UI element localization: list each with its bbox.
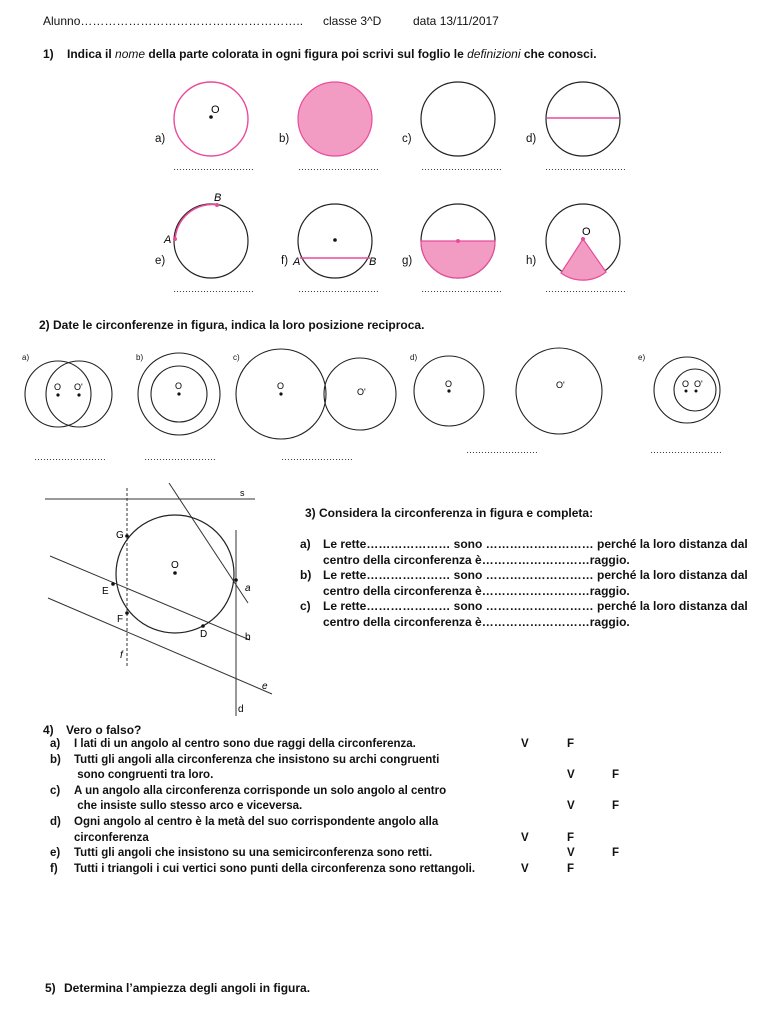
ex4-item-d-false[interactable]: F	[567, 832, 575, 844]
ex1-blank-c[interactable]: ………………………	[421, 162, 502, 172]
ex2-letter-a: a)	[22, 353, 30, 362]
ex4-item-a-true[interactable]: V	[521, 738, 529, 750]
ex3-item-a-line1[interactable]: Le rette………………… sono ……………………… perché la loro distanza dal	[323, 537, 748, 551]
label-o: O	[582, 226, 591, 238]
ex2-letter-b: b)	[136, 353, 144, 362]
ex1-blank-g[interactable]: ………………………	[421, 284, 502, 294]
ex4-item-c-true[interactable]: V	[567, 800, 575, 812]
label-a: A	[164, 234, 172, 246]
ex4-item-e-true[interactable]: V	[567, 847, 575, 859]
line-e	[48, 598, 272, 694]
label-a: A	[293, 256, 301, 268]
label-line-e: e	[262, 681, 268, 692]
ex1-text-definizioni: definizioni	[467, 47, 521, 61]
ex4-item-f-true[interactable]: V	[521, 863, 529, 875]
class-label: classe 3^D	[323, 14, 382, 28]
ex3-item-b-line2[interactable]: centro della circonferenza è………………………raggio.	[323, 584, 630, 598]
label-o-prime: O'	[357, 387, 366, 397]
ex4-item-b-letter: b)	[50, 754, 61, 766]
ex1-letter-a: a)	[155, 133, 166, 145]
label-o: O	[211, 104, 220, 116]
ex4-item-a-letter: a)	[50, 738, 61, 750]
ex1-figure-h	[546, 204, 620, 280]
ex4-item-a-false[interactable]: F	[567, 738, 575, 750]
ex4-item-f-text: Tutti i triangoli i cui vertici sono punti della circonferenza sono rettangoli.	[74, 863, 476, 875]
label-o: O	[54, 382, 62, 392]
ex1-letter-g: g)	[402, 255, 413, 267]
ex4-item-d-true[interactable]: V	[521, 832, 529, 844]
ex2-blank-e[interactable]: ……………………	[650, 445, 722, 455]
ex3-points	[102, 488, 268, 715]
label-g: G	[116, 530, 124, 541]
ex2-instruction: 2) Date le circonferenze in figura, indica la loro posizione reciproca.	[39, 318, 425, 332]
ex1-letter-h: h)	[526, 255, 537, 267]
ex1-letter-c: c)	[402, 133, 412, 145]
ex1-figure-g	[421, 204, 495, 278]
ex4-item-d-text-1: Ogni angolo al centro è la metà del suo corrispondente angolo alla	[74, 816, 439, 828]
label-o-prime: O'	[74, 382, 83, 392]
ex4-item-b-text-1: Tutti gli angoli alla circonferenza che insistono su archi congruenti	[74, 754, 440, 766]
ex1-text-5: che conosci.	[520, 47, 597, 61]
ex2-letter-d: d)	[410, 353, 418, 362]
ex2-letter-c: c)	[233, 353, 240, 362]
ex4-item-b-text-2: sono congruenti tra loro.	[74, 769, 214, 781]
ex1-figure-b	[298, 82, 372, 156]
ex5-number: 5)	[45, 981, 56, 995]
ex4-item-c-text-2: che insiste sullo stesso arco e viceversa.	[74, 800, 303, 812]
student-name-field: Alunno………………………………………………..	[43, 14, 304, 28]
ex1-figure-a	[174, 82, 248, 156]
ex4-item-b-true[interactable]: V	[567, 769, 575, 781]
label-e: E	[102, 586, 109, 597]
ex1-blank-e[interactable]: ………………………	[173, 284, 254, 294]
ex3-item-b-letter: b)	[300, 568, 312, 582]
label-b: B	[214, 192, 222, 204]
ex4-item-c-text-1: A un angolo alla circonferenza corrisponde un solo angolo al centro	[74, 785, 447, 797]
ex1-text-3: della parte colorata in ogni figura poi scrivi sul foglio le	[145, 47, 468, 61]
ex4-item-a-text: I lati di un angolo al centro sono due raggi della circonferenza.	[74, 738, 416, 750]
label-o-prime: O'	[694, 379, 703, 389]
ex4-item-e-false[interactable]: F	[612, 847, 620, 859]
ex1-figure-d	[546, 82, 620, 156]
label-f: F	[117, 614, 124, 625]
label-o: O	[682, 379, 690, 389]
ex1-text-nome: nome	[115, 47, 146, 61]
ex3-item-a-line2[interactable]: centro della circonferenza è………………………raggio.	[323, 553, 630, 567]
ex1-blank-a[interactable]: ………………………	[173, 162, 254, 172]
ex1-blank-h[interactable]: ………………………	[545, 284, 626, 294]
ex1-blank-d[interactable]: ………………………	[545, 162, 626, 172]
label-line-a: a	[245, 583, 251, 594]
ex1-figure-c	[421, 82, 495, 156]
ex3-figure	[45, 483, 272, 716]
ex2-figure-d	[414, 348, 602, 434]
ex4-item-c-false[interactable]: F	[612, 800, 620, 812]
ex2-figure-c	[236, 349, 396, 439]
ex4-item-f-false[interactable]: F	[567, 863, 575, 875]
label-o: O	[171, 560, 179, 571]
ex1-figure-f	[292, 204, 376, 278]
label-o: O	[175, 381, 183, 391]
ex4-item-d-text-2: circonferenza	[74, 832, 149, 844]
label-o: O	[277, 381, 285, 391]
ex4-item-d-letter: d)	[50, 816, 61, 828]
ex2-figure-e	[654, 357, 720, 423]
ex3-item-a-letter: a)	[300, 537, 311, 551]
ex4-title: Vero o falso?	[66, 723, 142, 737]
date-label: data 13/11/2017	[413, 14, 499, 28]
ex4-number: 4)	[43, 723, 54, 737]
ex2-blank-d[interactable]: ……………………	[466, 445, 538, 455]
ex3-item-c-letter: c)	[300, 599, 311, 613]
label-o: O	[445, 379, 453, 389]
ex4-item-c-letter: c)	[50, 785, 61, 797]
label-line-f: f	[120, 650, 123, 661]
ex1-blank-f[interactable]: ………………………	[298, 284, 379, 294]
ex2-blank-c[interactable]: ……………………	[281, 452, 353, 462]
ex4-item-b-false[interactable]: F	[612, 769, 620, 781]
ex5-title: Determina l’ampiezza degli angoli in figura.	[64, 981, 311, 995]
ex3-item-c-line1[interactable]: Le rette………………… sono ……………………… perché la loro distanza dal	[323, 599, 748, 613]
ex1-text-1: Indica il	[67, 47, 116, 61]
ex2-figure-b	[138, 353, 220, 435]
ex4-item-e-text: Tutti gli angoli che insistono su una semicirconferenza sono retti.	[74, 847, 433, 859]
label-s: s	[240, 488, 245, 498]
ex1-blank-b[interactable]: ………………………	[298, 162, 379, 172]
label-o-prime: O'	[556, 380, 565, 390]
label-line-d: d	[238, 704, 244, 715]
ex1-letter-f: f)	[281, 255, 289, 267]
ex2-blank-a[interactable]: ……………………	[34, 452, 106, 462]
ex1-letter-d: d)	[526, 133, 537, 145]
ex3-item-b-line1[interactable]: Le rette………………… sono ……………………… perché la loro distanza dal	[323, 568, 748, 582]
ex2-letter-e: e)	[638, 353, 646, 362]
ex4-item-e-letter: e)	[50, 847, 61, 859]
ex1-letter-b: b)	[279, 133, 290, 145]
ex1-number: 1)	[43, 47, 54, 61]
ex2-figure-a	[25, 361, 112, 427]
ex2-blank-b[interactable]: ……………………	[144, 452, 216, 462]
ex3-instruction: 3) Considera la circonferenza in figura e completa:	[305, 506, 594, 520]
label-line-b: b	[245, 632, 251, 643]
ex3-item-c-line2[interactable]: centro della circonferenza è………………………raggio.	[323, 615, 630, 629]
ex1-figure-e	[163, 192, 248, 278]
ex1-letter-e: e)	[155, 255, 166, 267]
label-b: B	[369, 256, 377, 268]
label-d: D	[200, 629, 208, 640]
ex4-item-f-letter: f)	[50, 863, 58, 875]
